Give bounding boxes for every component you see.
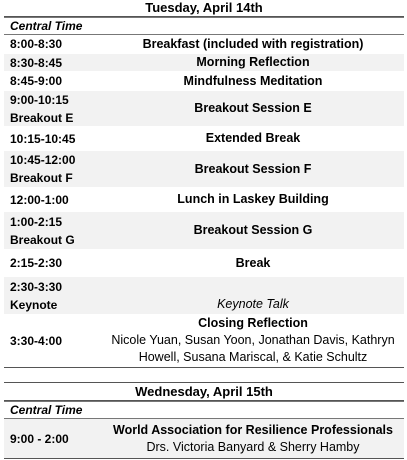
time-range: 1:00-2:15 (10, 214, 63, 229)
time-cell (4, 151, 102, 187)
time-cell: 9:00 - 2:00 (10, 431, 69, 446)
time-cell: 10:15-10:45 (10, 131, 76, 146)
event-cell: Break (235, 255, 271, 270)
time-cell (4, 277, 102, 314)
day-title: Tuesday, April 14th (4, 0, 404, 17)
event-cell: Breakout Session F (194, 161, 312, 176)
time-range: 10:45-12:00 (10, 153, 76, 167)
timezone-label: Central Time (4, 17, 404, 35)
schedule-row (4, 127, 404, 151)
event-cell: Lunch in Laskey Building (177, 192, 329, 206)
schedule-row (4, 212, 404, 250)
day-title: Wednesday, April 15th (4, 382, 404, 401)
event-cell: Breakfast (included with registration) (142, 36, 364, 51)
time-cell: 8:30-8:45 (10, 55, 63, 70)
speaker-list: Drs. Victoria Banyard & Sherry Hamby (146, 439, 360, 454)
event-title: World Association for Resilience Professionals (113, 422, 393, 437)
event-cell (102, 419, 404, 458)
schedule-row (4, 277, 404, 315)
tuesday-schedule (4, 0, 404, 368)
event-cell (102, 277, 404, 314)
time-cell (4, 212, 102, 249)
event-cell: Breakout Session E (194, 101, 312, 115)
wednesday-schedule (4, 382, 404, 459)
schedule-row (4, 54, 404, 72)
schedule-row (4, 188, 404, 212)
schedule-row (4, 151, 404, 188)
time-cell: 12:00-1:00 (10, 192, 69, 207)
schedule-row (4, 419, 404, 459)
time-cell: 3:30-4:00 (10, 334, 63, 348)
time-cell (4, 91, 102, 126)
event-cell: Morning Reflection (196, 55, 310, 69)
schedule-row (4, 250, 404, 277)
time-sub: Breakout E (10, 110, 74, 125)
event-cell: Breakout Session G (193, 223, 313, 237)
schedule-row (4, 315, 404, 368)
schedule-row (4, 91, 404, 127)
time-cell: 8:00-8:30 (10, 37, 63, 51)
schedule-row (4, 35, 404, 54)
time-cell: 8:45-9:00 (10, 74, 63, 88)
time-range: 9:00-10:15 (10, 92, 69, 107)
time-range: 2:30-3:30 (10, 279, 63, 294)
speaker-list: Nicole Yuan, Susan Yoon, Jonathan Davis, Kathryn Howell, Susana Mariscal, & Katie Schultz (111, 333, 395, 364)
event-cell: Mindfulness Meditation (183, 73, 323, 88)
time-sub: Breakout F (10, 171, 73, 185)
time-cell: 2:15-2:30 (10, 256, 63, 270)
event-title: Keynote Talk (217, 297, 289, 311)
event-cell (102, 315, 404, 367)
event-title: Closing Reflection (198, 316, 308, 330)
schedule-row (4, 72, 404, 91)
event-cell: Extended Break (205, 131, 301, 145)
timezone-label: Central Time (4, 401, 404, 419)
time-sub: Breakout G (10, 232, 75, 247)
time-sub: Keynote (10, 297, 58, 312)
